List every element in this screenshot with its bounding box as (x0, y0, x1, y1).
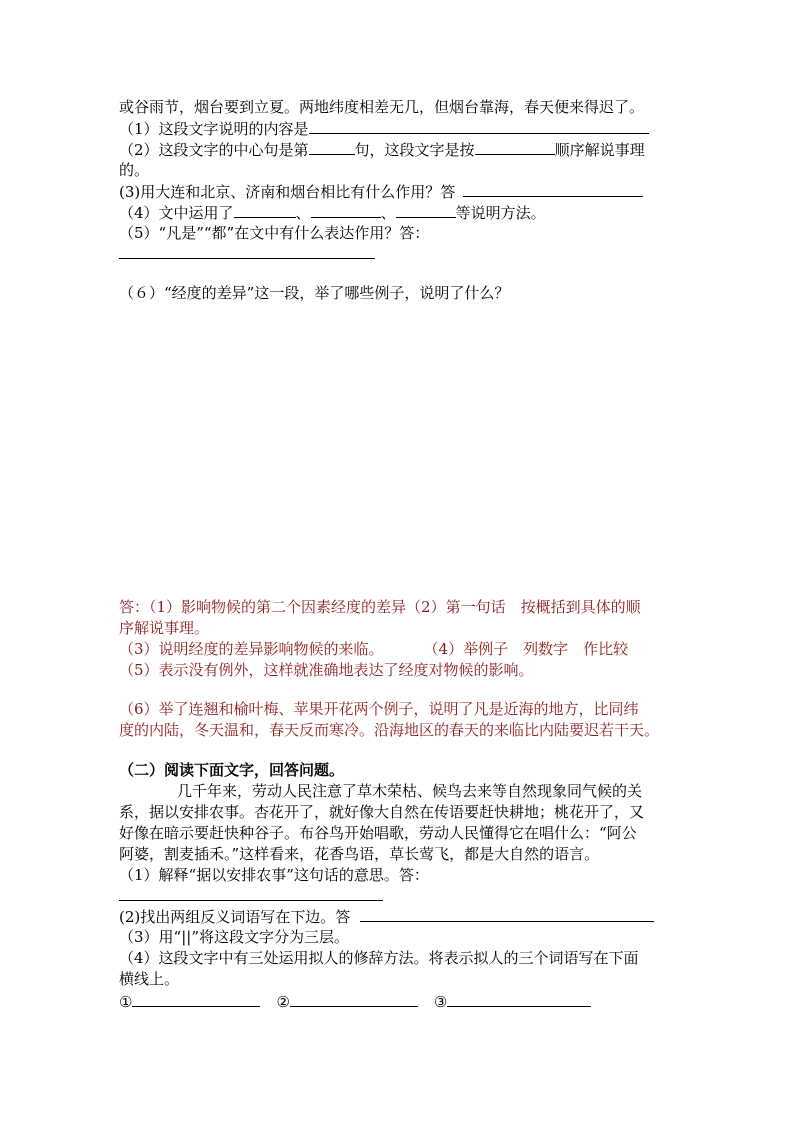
passage-line: 或谷雨节，烟台要到立夏。两地纬度相差无几，但烟台靠海，春天便来得迟了。 (119, 98, 645, 116)
answer-blank[interactable] (447, 991, 591, 1007)
answer-blank[interactable] (290, 991, 418, 1007)
question-2-cont: 的。 (119, 161, 150, 179)
answer-3: （3）说明经度的差异影响物候的来临。 (119, 640, 384, 658)
passage-line: 系，据以安排农事。杏花开了，就好像大自然在传语要赶快耕地；桃花开了，又 (119, 803, 645, 821)
answer-blank[interactable] (309, 139, 355, 155)
question-6: （６）“经度的差异”这一段，举了哪些例子，说明了什么？ (119, 284, 510, 302)
passage-line (119, 781, 679, 802)
choice-marker: ③ (433, 993, 448, 1011)
passage-line: 好像在暗示要赶快种谷子。布谷鸟开始唱歌，劳动人民懂得它在唱什么：“阿公 (119, 824, 637, 842)
question-text: （2）这段文字的中心句是第 (119, 141, 309, 159)
answer-blank[interactable] (309, 118, 649, 134)
answer-blank[interactable] (360, 906, 654, 922)
separator: 、 (380, 204, 396, 222)
passage-text: 几千年来，劳动人民注意了草木荣枯、候鸟去来等自然现象同气候的关 (177, 782, 643, 800)
answer-line-6b: 度的内陆，冬天温和，春天反而寒冷。沿海地区的春天的来临比内陆要迟若干天。 (119, 721, 660, 739)
choice-blanks (119, 991, 679, 1013)
question-text: （1）这段文字说明的内容是 (119, 120, 309, 138)
separator: 、 (295, 204, 311, 222)
answer-line-5: （5）表示没有例外，这样就准确地表达了经度对物候的影响。 (119, 661, 534, 679)
answer-line[interactable] (119, 900, 383, 901)
answer-blank[interactable] (234, 202, 296, 218)
question-2-1: （1）解释“据以安排农事”这句话的意思。答： (119, 866, 429, 884)
answer-line-3 (119, 639, 679, 660)
question-text: (3)用大连和北京、济南和烟台相比有什么作用？答 (119, 183, 456, 201)
question-4 (119, 202, 679, 224)
answer-line-6a: （6）举了连翘和榆叶梅、苹果开花两个例子，说明了凡是近海的地方，比同纬 (119, 700, 639, 718)
passage-line: 阿婆，割麦插禾。”这样看来，花香鸟语，草长莺飞，都是大自然的语言。 (119, 845, 600, 863)
question-text: 等说明方法。 (455, 204, 546, 222)
question-text: 顺序解说事理 (554, 141, 645, 159)
answer-blank[interactable] (475, 139, 555, 155)
answer-blank[interactable] (311, 202, 381, 218)
choice-marker: ① (119, 993, 133, 1011)
question-2-2 (119, 906, 679, 928)
question-3 (119, 181, 679, 203)
answer-line-1b: 序解说事理。 (119, 619, 210, 637)
question-text: (2)找出两组反义词语写在下边。答 (119, 908, 351, 926)
answer-line[interactable] (119, 258, 375, 259)
answer-blank[interactable] (463, 181, 643, 197)
question-2-4: （4）这段文字中有三处运用拟人的修辞方法。将表示拟人的三个词语写在下面 (119, 949, 639, 967)
question-text: 句，这段文字是按 (354, 141, 475, 159)
answer-blank[interactable] (396, 202, 456, 218)
answer-blank[interactable] (132, 991, 260, 1007)
choice-marker: ② (276, 993, 290, 1011)
section-heading: （二）阅读下面文字，回答问题。 (119, 761, 345, 779)
question-2-3: （3）用“||”将这段文字分为三层。 (119, 928, 349, 946)
question-text: （4）文中运用了 (119, 204, 234, 222)
question-2-4-cont: 横线上。 (119, 970, 180, 988)
answer-line-1: 答：（1）影响物候的第二个因素经度的差异（2）第一句话 按概括到具体的顺 (119, 598, 641, 616)
question-2 (119, 139, 679, 161)
question-5: （5）“凡是”“都”在文中有什么表达作用？答： (119, 224, 430, 242)
question-1 (119, 118, 679, 140)
answer-4: （4）举例子 列数字 作比较 (423, 640, 629, 658)
